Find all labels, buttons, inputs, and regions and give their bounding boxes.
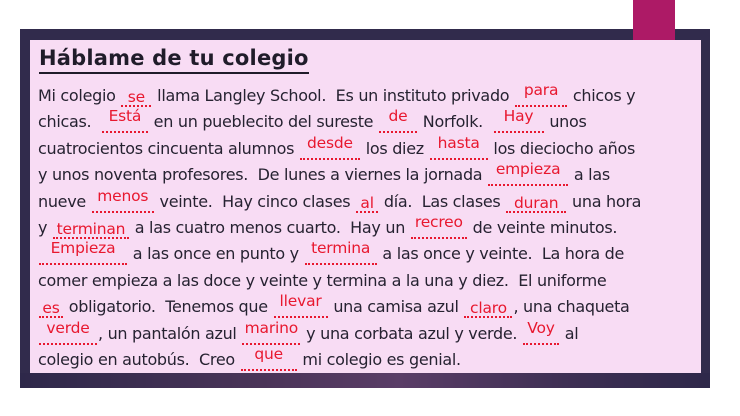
text-line	[38, 318, 693, 347]
answer-word: recreo	[414, 212, 463, 231]
answer-gap	[53, 218, 129, 239]
answer-word: de	[388, 107, 408, 126]
text-line	[38, 109, 693, 135]
text-run: llama Langley School. Es un instituto privado	[152, 86, 515, 105]
slide-frame	[20, 29, 710, 388]
answer-gap	[494, 107, 544, 133]
text-run: a las	[569, 165, 610, 185]
text-run: obligatorio. Tenemos que	[64, 297, 273, 317]
text-run: a las cuatro menos cuarto. Hay un	[129, 217, 410, 237]
answer-gap	[300, 133, 360, 160]
answer-gap	[305, 239, 377, 265]
text-run: comer empieza a las doce y veinte y termina a la una y diez. El uniforme	[38, 270, 607, 290]
answer-word: al	[360, 193, 374, 212]
answer-word: llevar	[279, 292, 322, 311]
body-text	[38, 83, 693, 373]
text-line	[38, 83, 693, 109]
frame-bottom-gradient	[20, 373, 710, 388]
text-run: una camisa azul	[328, 297, 464, 317]
text-run: día. Las clases	[379, 191, 506, 211]
answer-word: claro	[470, 299, 507, 318]
text-run: los dieciocho años	[488, 138, 636, 158]
answer-word: menos	[97, 186, 149, 205]
answer-word: se	[127, 88, 145, 106]
text-run: y unos noventa profesores. De lunes a viernes la jornada	[38, 165, 488, 185]
answer-gap	[121, 86, 151, 107]
text-line	[38, 344, 693, 373]
text-run: chicos y	[568, 86, 636, 105]
answer-gap	[241, 344, 297, 371]
text-run: veinte. Hay cinco clases	[154, 191, 356, 211]
text-run: los diez	[360, 138, 429, 158]
answer-gap	[430, 133, 488, 160]
answer-gap	[39, 318, 97, 345]
answer-gap	[356, 192, 378, 213]
answer-gap	[274, 292, 328, 318]
answer-gap	[379, 107, 417, 133]
answer-word: que	[254, 344, 283, 363]
slide-panel	[30, 40, 701, 373]
answer-word: Empieza	[50, 239, 116, 258]
text-run: colegio en autobús. Creo	[38, 349, 240, 369]
answer-word: empieza	[495, 160, 561, 179]
text-run: a las once en punto y	[128, 244, 304, 264]
answer-gap	[464, 297, 512, 318]
answer-word: verde	[46, 318, 90, 337]
answer-gap	[242, 318, 300, 345]
text-run: Norfolk.	[418, 112, 493, 132]
text-run: cuatrocientos cincuenta alumnos	[38, 138, 299, 158]
text-run: unos	[544, 112, 587, 132]
slide-title: Háblame de tu colegio	[39, 45, 309, 74]
answer-word: para	[523, 81, 559, 99]
text-line	[38, 162, 693, 188]
text-line	[38, 186, 693, 215]
text-line	[38, 212, 693, 241]
text-run: chicas.	[38, 112, 101, 132]
text-run: a las once y veinte. La hora de	[377, 244, 625, 264]
text-run: , una chaqueta	[513, 297, 630, 317]
answer-word: Hay	[503, 107, 534, 126]
text-run: Mi colegio	[38, 86, 121, 105]
answer-gap	[506, 192, 566, 213]
answer-gap	[515, 81, 567, 107]
text-run: nueve	[38, 191, 91, 211]
text-line	[38, 241, 693, 267]
answer-word: es	[42, 299, 60, 318]
answer-word: desde	[307, 133, 353, 152]
text-run: en un pueblecito del sureste	[148, 112, 379, 132]
text-run: y una corbata azul y verde.	[301, 323, 522, 343]
answer-word: Está	[108, 107, 142, 126]
answer-word: hasta	[437, 133, 480, 152]
text-run: de veinte minutos.	[467, 217, 618, 237]
answer-gap	[523, 318, 559, 345]
answer-gap	[411, 212, 467, 239]
answer-word: termina	[311, 239, 371, 258]
text-run: mi colegio es genial.	[297, 349, 461, 369]
text-run: , un pantalón azul	[98, 323, 242, 343]
text-line	[38, 294, 693, 320]
text-run: al	[559, 323, 579, 343]
text-line	[38, 133, 693, 162]
text-run: una hora	[567, 191, 642, 211]
answer-gap	[39, 239, 127, 265]
text-run: y	[38, 217, 52, 237]
answer-gap	[102, 107, 148, 133]
answer-word: Voy	[527, 318, 555, 337]
accent-tab	[633, 0, 675, 40]
answer-gap	[92, 186, 154, 213]
answer-gap	[39, 297, 63, 318]
answer-word: duran	[514, 193, 559, 212]
answer-gap	[488, 160, 568, 186]
answer-word: marino	[244, 318, 299, 337]
text-line	[38, 268, 693, 294]
answer-word: terminan	[56, 219, 126, 238]
